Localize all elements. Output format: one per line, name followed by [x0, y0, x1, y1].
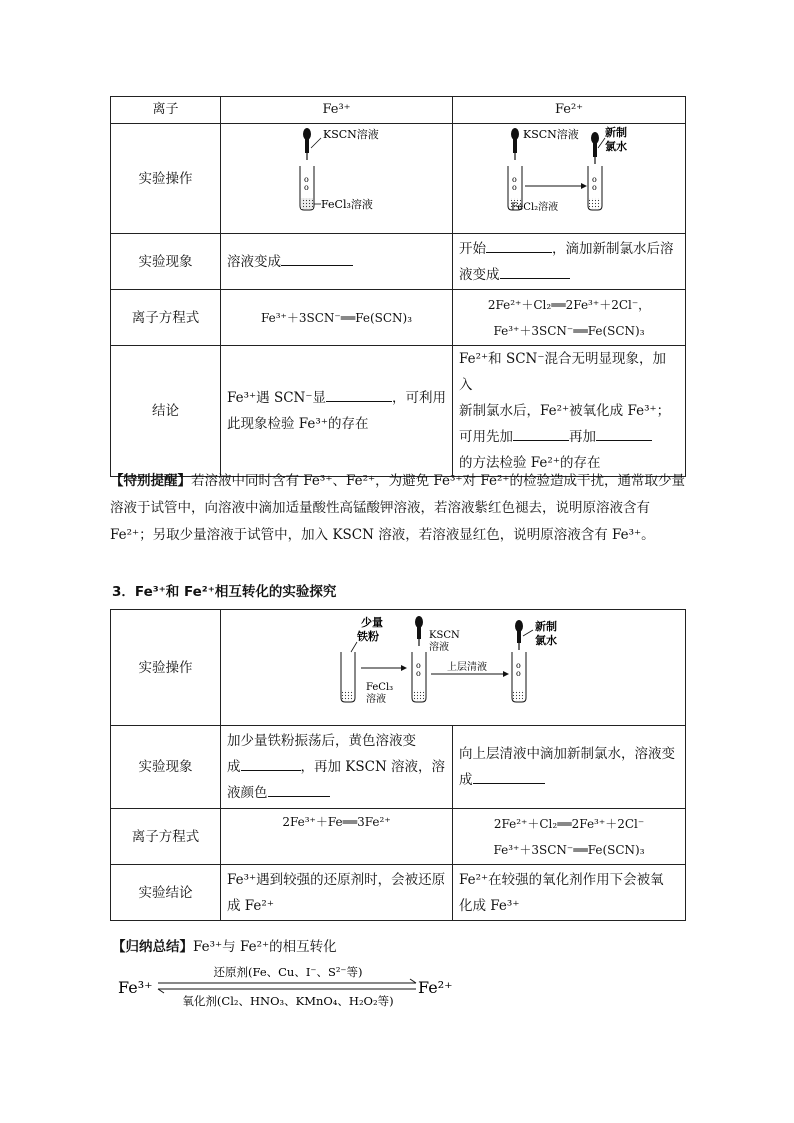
equation-fe3: Fe³⁺＋3SCN⁻══Fe(SCN)₃ — [221, 290, 453, 346]
conclusion-right: Fe²⁺在较强的氧化剂作用下会被氧 化成 Fe³⁺ — [453, 865, 686, 921]
svg-text:o: o — [304, 175, 309, 184]
table-row-phenomenon — [111, 234, 686, 290]
svg-text:o: o — [592, 183, 597, 192]
equation-fe2: 2Fe²⁺＋Cl₂══2Fe³⁺＋2Cl⁻， Fe³⁺＋3SCN⁻══Fe(SCN)₃ — [453, 290, 686, 346]
phenomenon-fe2: 开始 ，滴加新制氯水后溶 液变成 — [453, 234, 686, 290]
summary-right-ion: Fe²⁺ — [418, 978, 453, 997]
table-fe-conversion — [110, 609, 686, 921]
row-label-conclusion: 结论 — [111, 346, 221, 477]
label-iron-2: 铁粉 — [357, 630, 379, 643]
special-tip — [110, 468, 685, 549]
summary — [112, 935, 337, 955]
svg-text:o: o — [416, 661, 421, 670]
phenomenon-right: 向上层清液中滴加新制氯水，溶液变 成 — [453, 726, 686, 809]
row-label-equation-2: 离子方程式 — [111, 809, 221, 865]
phenomenon-fe3: 溶液变成 — [221, 234, 453, 290]
tip-text: 若溶液中同时含有 Fe³⁺、Fe²⁺，为避免 Fe³⁺对 Fe²⁺的检验造成干扰，通常取少量溶液于试管中，向溶液中滴加适量酸性高锰酸钾溶液，若溶液紫红色褪去，说明原溶液含有 Fe²⁺；另取少量溶液于试管中，加入 KSCN 溶液，若溶液显红色，说明原溶液含有 Fe³⁺。 — [110, 473, 685, 543]
label-kscn-2: KSCN溶液 — [523, 128, 579, 141]
conclusion-fe2: Fe²⁺和 SCN⁻混合无明显现象，加入 新制氯水后，Fe²⁺被氧化成 Fe³⁺； 可用先加 再加 的方法检验 Fe²⁺的存在 — [453, 346, 686, 477]
fig-fe2-test — [453, 124, 686, 234]
label-chlorine-1: 新制 — [605, 126, 627, 139]
table-row-operation — [111, 124, 686, 234]
table-row-conclusion — [111, 346, 686, 477]
table2-row-operation — [111, 610, 686, 726]
svg-text:o: o — [304, 183, 309, 192]
section-3-title: 3．Fe³⁺和 Fe²⁺相互转化的实验探究 — [112, 584, 337, 600]
header-fe2: Fe²⁺ — [453, 97, 686, 124]
summary-text: Fe³⁺与 Fe²⁺的相互转化 — [193, 939, 337, 955]
row-label-phenomenon: 实验现象 — [111, 234, 221, 290]
table2-row-conclusion — [111, 865, 686, 921]
label-fecl2: FeCl₂溶液 — [511, 202, 559, 213]
table2-row-equation — [111, 809, 686, 865]
test-tube-diagram-fe3 — [221, 124, 451, 224]
label-fecl3: FeCl₃溶液 — [321, 198, 373, 211]
summary-oxidizer: 氧化剂(Cl₂、HNO₃、KMnO₄、H₂O₂等) — [182, 994, 394, 1008]
conversion-diagram — [221, 610, 685, 716]
table2-row-phenomenon — [111, 726, 686, 809]
table-row-equation — [111, 290, 686, 346]
svg-text:o: o — [512, 183, 517, 192]
row-label-conclusion-2: 实验结论 — [111, 865, 221, 921]
svg-text:o: o — [516, 661, 521, 670]
test-tube-diagram-fe2 — [453, 124, 684, 224]
svg-text:o: o — [592, 175, 597, 184]
row-label-phenomenon-2: 实验现象 — [111, 726, 221, 809]
label-fecl3-2: FeCl₃ — [366, 682, 394, 693]
label-supernatant: 上层清液 — [447, 662, 487, 673]
summary-title: 【归纳总结】 — [112, 939, 193, 955]
row-label-operation: 实验操作 — [111, 124, 221, 234]
equation-right: 2Fe²⁺＋Cl₂══2Fe³⁺＋2Cl⁻ Fe³⁺＋3SCN⁻══Fe(SCN)₃ — [453, 809, 686, 865]
label-iron-1: 少量 — [361, 616, 383, 629]
fig-conversion — [221, 610, 686, 726]
row-label-equation: 离子方程式 — [111, 290, 221, 346]
header-fe3: Fe³⁺ — [221, 97, 453, 124]
label-kscn-3: KSCN — [429, 630, 460, 641]
label-chlorine-2: 氯水 — [605, 140, 627, 153]
row-label-operation-2: 实验操作 — [111, 610, 221, 726]
table-header-row — [111, 97, 686, 124]
label-chlorine-3: 新制 — [535, 620, 557, 633]
label-kscn-solution: 溶液 — [429, 642, 449, 653]
phenomenon-left: 加少量铁粉振荡后，黄色溶液变 成 ，再加 KSCN 溶液，溶 液颜色 — [221, 726, 453, 809]
summary-reducer: 还原剂(Fe、Cu、I⁻、S²⁻等) — [213, 965, 363, 979]
svg-text:o: o — [416, 669, 421, 678]
label-kscn: KSCN溶液 — [323, 128, 379, 141]
table-fe-ion-test — [110, 96, 686, 477]
equation-left: 2Fe³⁺＋Fe══3Fe²⁺ — [221, 809, 453, 865]
svg-text:o: o — [512, 175, 517, 184]
summary-left-ion: Fe³⁺ — [118, 978, 153, 997]
svg-text:o: o — [516, 669, 521, 678]
conclusion-left: Fe³⁺遇到较强的还原剂时，会被还原 成 Fe²⁺ — [221, 865, 453, 921]
tip-title: 【特别提醒】 — [110, 473, 191, 489]
conversion-arrows — [118, 962, 468, 1012]
header-ion: 离子 — [111, 97, 221, 124]
fig-fe3-test — [221, 124, 453, 234]
conclusion-fe3: Fe³⁺遇 SCN⁻显 ，可利用 此现象检验 Fe³⁺的存在 — [221, 346, 453, 477]
label-chlorine-4: 氯水 — [535, 634, 557, 647]
label-solution: 溶液 — [366, 694, 386, 705]
